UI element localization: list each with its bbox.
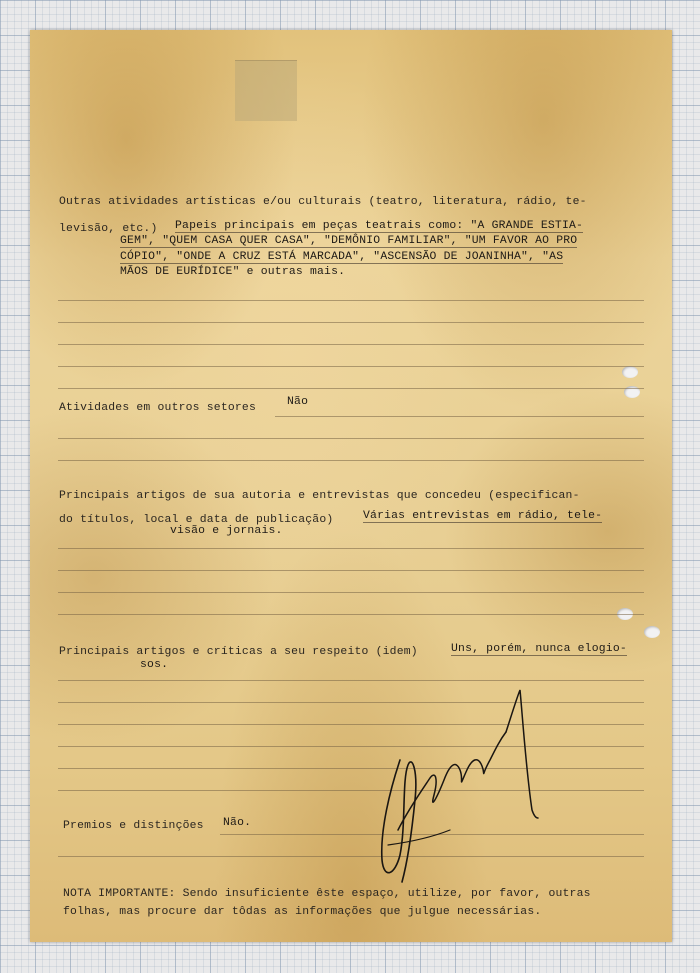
form-line <box>58 724 644 725</box>
form-line <box>58 388 644 389</box>
form-sheet <box>30 30 672 942</box>
form-line <box>58 366 644 367</box>
label-premios: Premios e distinções <box>63 820 204 832</box>
form-line <box>58 438 644 439</box>
answer-artigos-respeito-2: sos. <box>140 659 169 671</box>
answer-outros-setores: Não <box>287 396 309 408</box>
form-line <box>58 856 644 857</box>
label-artigos-respeito: Principais artigos e críticas a seu respeito (idem) <box>59 646 418 658</box>
tape-mark <box>235 60 297 121</box>
form-line <box>58 322 644 323</box>
form-line <box>58 680 644 681</box>
form-line <box>58 570 644 571</box>
answer-premios: Não. <box>223 817 252 829</box>
form-line <box>58 768 644 769</box>
label-outros-setores: Atividades em outros setores <box>59 402 256 414</box>
label-artigos-autoria: Principais artigos de sua autoria e entrevistas que concedeu (especifican- <box>59 490 580 502</box>
label-outras-atividades-cont: levisão, etc.) <box>59 223 158 235</box>
note-important: NOTA IMPORTANTE: Sendo insuficiente êste espaço, utilize, por favor, outras <box>63 888 591 900</box>
form-line <box>58 344 644 345</box>
form-line <box>58 592 644 593</box>
form-line <box>58 614 644 615</box>
punch-hole <box>622 366 638 378</box>
answer-outras-atividades-1: Papeis principais em peças teatrais como: "A GRANDE ESTIA- <box>175 220 584 232</box>
label-outras-atividades: Outras atividades artísticas e/ou culturais (teatro, literatura, rádio, te- <box>59 196 587 208</box>
handwritten-signature <box>360 660 540 890</box>
answer-artigos-autoria-1: Várias entrevistas em rádio, tele- <box>363 510 603 522</box>
form-line <box>58 460 644 461</box>
punch-hole <box>644 626 660 638</box>
answer-outras-atividades-4: MÃOS DE EURÍDICE" e outras mais. <box>120 266 346 278</box>
form-line <box>58 702 644 703</box>
note-important-cont: folhas, mas procure dar tôdas as informações que julgue necessárias. <box>63 906 542 918</box>
form-line <box>58 746 644 747</box>
form-line <box>58 790 644 791</box>
form-line <box>58 548 644 549</box>
answer-outras-atividades-3: CÓPIO", "ONDE A CRUZ ESTÁ MARCADA", "ASCENSÃO DE JOANINHA", "AS <box>120 251 564 263</box>
answer-outras-atividades-2: GEM", "QUEM CASA QUER CASA", "DEMÔNIO FAMILIAR", "UM FAVOR AO PRO <box>120 235 578 247</box>
answer-artigos-autoria-2: visão e jornais. <box>170 525 283 537</box>
answer-artigos-respeito-1: Uns, porém, nunca elogio- <box>451 643 627 655</box>
label-artigos-autoria-cont: do títulos, local e data de publicação) <box>59 514 334 526</box>
form-line <box>58 300 644 301</box>
form-line <box>275 416 644 417</box>
